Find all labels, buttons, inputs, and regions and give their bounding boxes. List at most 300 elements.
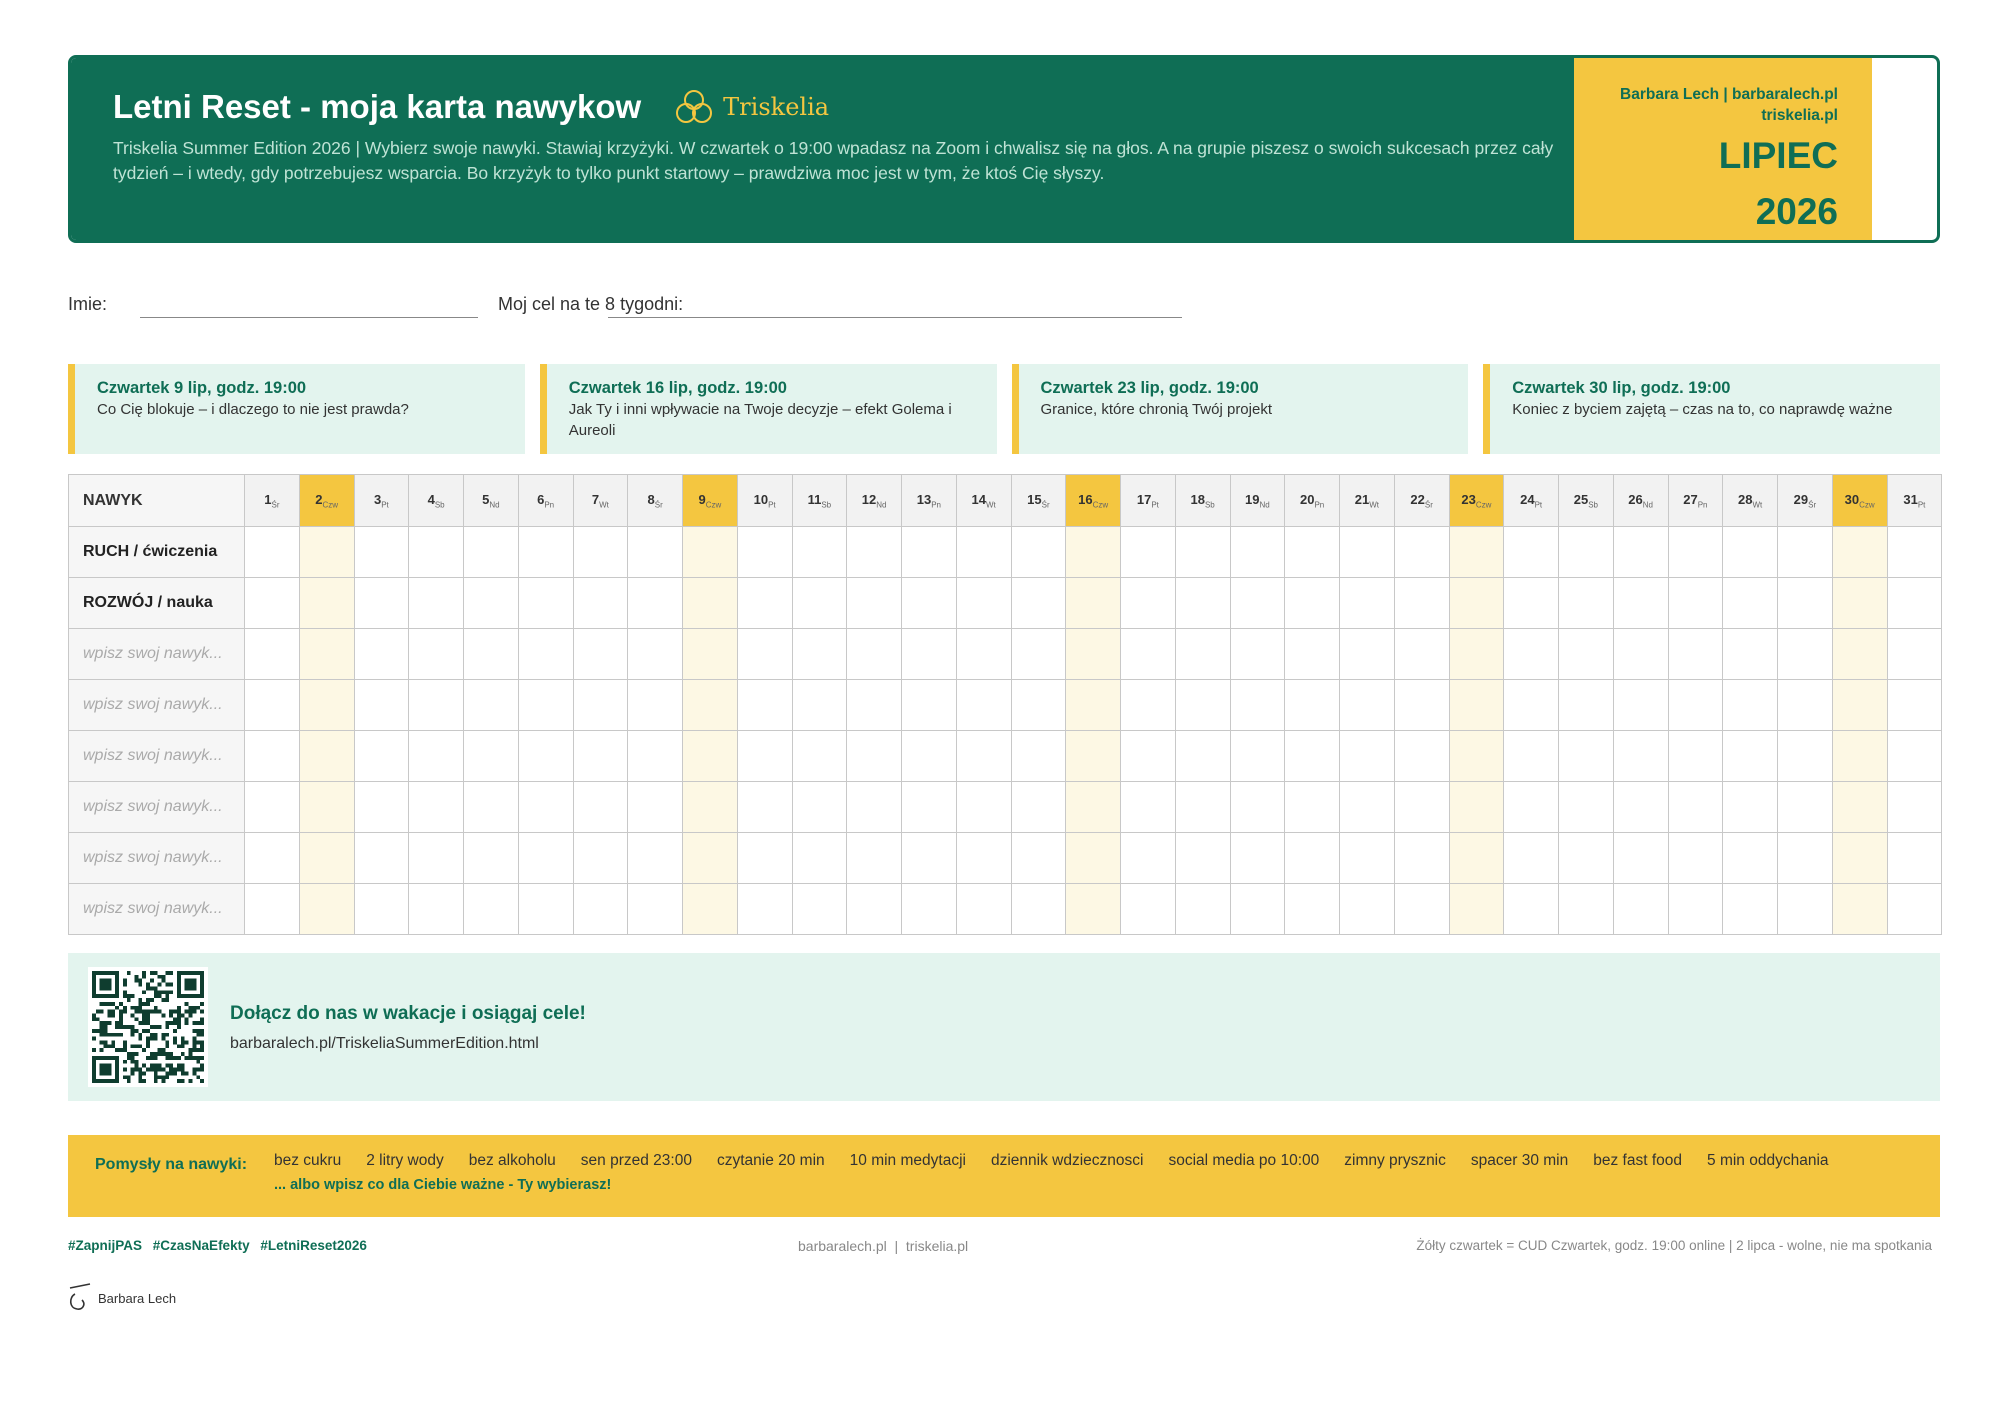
checkbox-cell[interactable] [1175, 527, 1230, 578]
checkbox-cell[interactable] [1394, 680, 1449, 731]
checkbox-cell[interactable] [902, 833, 957, 884]
checkbox-cell[interactable] [737, 680, 792, 731]
checkbox-cell[interactable] [1394, 629, 1449, 680]
checkbox-cell[interactable] [792, 629, 847, 680]
checkbox-cell[interactable] [409, 731, 464, 782]
checkbox-cell[interactable] [573, 629, 628, 680]
checkbox-cell[interactable] [1778, 629, 1833, 680]
checkbox-cell[interactable] [1175, 833, 1230, 884]
day-header [1066, 475, 1121, 527]
habit-input[interactable]: wpisz swoj nawyk... [69, 833, 245, 884]
checkbox-cell[interactable] [1175, 731, 1230, 782]
checkbox-cell[interactable] [1887, 680, 1942, 731]
checkbox-cell[interactable] [737, 782, 792, 833]
habit-input[interactable]: wpisz swoj nawyk... [69, 731, 245, 782]
checkbox-cell[interactable] [1832, 731, 1887, 782]
checkbox-cell[interactable] [1230, 731, 1285, 782]
checkbox-cell[interactable] [299, 782, 354, 833]
checkbox-cell[interactable] [683, 527, 738, 578]
checkbox-cell[interactable] [1723, 782, 1778, 833]
checkbox-cell[interactable] [956, 527, 1011, 578]
day-weekday: Pt [381, 500, 389, 510]
checkbox-cell[interactable] [1887, 578, 1942, 629]
signature [66, 1282, 176, 1314]
checkbox-cell[interactable] [1394, 578, 1449, 629]
checkbox-cell[interactable] [1449, 731, 1504, 782]
day-header [737, 475, 792, 527]
checkbox-cell[interactable] [299, 527, 354, 578]
checkbox-cell[interactable] [683, 629, 738, 680]
checkbox-cell[interactable] [683, 731, 738, 782]
checkbox-cell[interactable] [518, 629, 573, 680]
checkbox-cell[interactable] [1778, 578, 1833, 629]
checkbox-cell[interactable] [847, 884, 902, 935]
checkbox-cell[interactable] [792, 578, 847, 629]
checkbox-cell[interactable] [354, 527, 409, 578]
checkbox-cell[interactable] [518, 782, 573, 833]
checkbox-cell[interactable] [464, 527, 519, 578]
checkbox-cell[interactable] [1175, 629, 1230, 680]
checkbox-cell[interactable] [1175, 680, 1230, 731]
checkbox-cell[interactable] [299, 731, 354, 782]
checkbox-cell[interactable] [792, 527, 847, 578]
checkbox-cell[interactable] [1613, 527, 1668, 578]
checkbox-cell[interactable] [956, 731, 1011, 782]
checkbox-cell[interactable] [1559, 833, 1614, 884]
day-header [518, 475, 573, 527]
checkbox-cell[interactable] [1887, 629, 1942, 680]
checkbox-cell[interactable] [1285, 833, 1340, 884]
checkbox-cell[interactable] [1011, 884, 1066, 935]
checkbox-cell[interactable] [1066, 731, 1121, 782]
day-header [354, 475, 409, 527]
checkbox-cell[interactable] [1121, 680, 1176, 731]
checkbox-cell[interactable] [1121, 731, 1176, 782]
day-header [1778, 475, 1833, 527]
checkbox-cell[interactable] [628, 527, 683, 578]
checkbox-cell[interactable] [1340, 629, 1395, 680]
checkbox-cell[interactable] [1066, 833, 1121, 884]
checkbox-cell[interactable] [1778, 833, 1833, 884]
idea-item: spacer 30 min [1470, 1152, 1569, 1169]
checkbox-cell[interactable] [1559, 527, 1614, 578]
idea-item: sen przed 23:00 [580, 1152, 692, 1169]
habit-input[interactable]: wpisz swoj nawyk... [69, 884, 245, 935]
checkbox-cell[interactable] [1066, 578, 1121, 629]
checkbox-cell[interactable] [1011, 578, 1066, 629]
checkbox-cell[interactable] [792, 680, 847, 731]
checkbox-cell[interactable] [1723, 731, 1778, 782]
checkbox-cell[interactable] [847, 731, 902, 782]
checkbox-cell[interactable] [1832, 884, 1887, 935]
checkbox-cell[interactable] [464, 884, 519, 935]
checkbox-cell[interactable] [1285, 680, 1340, 731]
checkbox-cell[interactable] [464, 833, 519, 884]
checkbox-cell[interactable] [1668, 782, 1723, 833]
checkbox-cell[interactable] [1723, 527, 1778, 578]
checkbox-cell[interactable] [245, 578, 300, 629]
checkbox-cell[interactable] [1230, 527, 1285, 578]
checkbox-cell[interactable] [1175, 884, 1230, 935]
checkbox-cell[interactable] [573, 833, 628, 884]
checkbox-cell[interactable] [464, 578, 519, 629]
checkbox-cell[interactable] [1613, 578, 1668, 629]
checkbox-cell[interactable] [1340, 833, 1395, 884]
checkbox-cell[interactable] [1723, 833, 1778, 884]
checkbox-cell[interactable] [1613, 731, 1668, 782]
habit-input[interactable]: wpisz swoj nawyk... [69, 782, 245, 833]
checkbox-cell[interactable] [1887, 782, 1942, 833]
checkbox-cell[interactable] [1613, 680, 1668, 731]
day-weekday: Śr [654, 500, 663, 510]
day-number: 29 [1793, 491, 1809, 507]
checkbox-cell[interactable] [1285, 629, 1340, 680]
checkbox-cell[interactable] [1504, 884, 1559, 935]
checkbox-cell[interactable] [1832, 527, 1887, 578]
checkbox-cell[interactable] [245, 782, 300, 833]
checkbox-cell[interactable] [1394, 884, 1449, 935]
checkbox-cell[interactable] [1504, 527, 1559, 578]
checkbox-cell[interactable] [737, 629, 792, 680]
day-weekday: Sb [1588, 500, 1598, 510]
grid-header-row [69, 475, 1942, 527]
day-number: 24 [1520, 491, 1535, 507]
checkbox-cell[interactable] [1832, 578, 1887, 629]
checkbox-cell[interactable] [628, 833, 683, 884]
checkbox-cell[interactable] [737, 527, 792, 578]
checkbox-cell[interactable] [245, 527, 300, 578]
checkbox-cell[interactable] [847, 680, 902, 731]
checkbox-cell[interactable] [354, 731, 409, 782]
checkbox-cell[interactable] [299, 578, 354, 629]
checkbox-cell[interactable] [956, 680, 1011, 731]
session-title: Czwartek 9 lip, godz. 19:00 [97, 379, 307, 397]
checkbox-cell[interactable] [1285, 527, 1340, 578]
checkbox-cell[interactable] [956, 884, 1011, 935]
checkbox-cell[interactable] [573, 578, 628, 629]
checkbox-cell[interactable] [573, 731, 628, 782]
day-header [1723, 475, 1778, 527]
checkbox-cell[interactable] [1559, 782, 1614, 833]
checkbox-cell[interactable] [1449, 833, 1504, 884]
checkbox-cell[interactable] [299, 884, 354, 935]
checkbox-cell[interactable] [847, 629, 902, 680]
checkbox-cell[interactable] [1121, 629, 1176, 680]
checkbox-cell[interactable] [1723, 578, 1778, 629]
checkbox-cell[interactable] [1230, 578, 1285, 629]
checkbox-cell[interactable] [1066, 884, 1121, 935]
checkbox-cell[interactable] [1832, 833, 1887, 884]
checkbox-cell[interactable] [1668, 629, 1723, 680]
checkbox-cell[interactable] [573, 680, 628, 731]
checkbox-cell[interactable] [1285, 884, 1340, 935]
checkbox-cell[interactable] [683, 578, 738, 629]
checkbox-cell[interactable] [1887, 527, 1942, 578]
checkbox-cell[interactable] [1668, 527, 1723, 578]
checkbox-cell[interactable] [245, 680, 300, 731]
checkbox-cell[interactable] [902, 782, 957, 833]
day-header [1504, 475, 1559, 527]
checkbox-cell[interactable] [792, 782, 847, 833]
checkbox-cell[interactable] [1230, 884, 1285, 935]
checkbox-cell[interactable] [409, 782, 464, 833]
checkbox-cell[interactable] [1887, 731, 1942, 782]
checkbox-cell[interactable] [409, 833, 464, 884]
checkbox-cell[interactable] [1778, 731, 1833, 782]
checkbox-cell[interactable] [737, 578, 792, 629]
checkbox-cell[interactable] [299, 629, 354, 680]
name-field[interactable] [140, 316, 478, 318]
checkbox-cell[interactable] [1832, 782, 1887, 833]
day-number: 18 [1190, 491, 1205, 507]
checkbox-cell[interactable] [1230, 833, 1285, 884]
checkbox-cell[interactable] [245, 884, 300, 935]
checkbox-cell[interactable] [1394, 731, 1449, 782]
checkbox-cell[interactable] [1778, 680, 1833, 731]
checkbox-cell[interactable] [409, 680, 464, 731]
checkbox-cell[interactable] [1011, 527, 1066, 578]
checkbox-cell[interactable] [1559, 884, 1614, 935]
checkbox-cell[interactable] [1449, 782, 1504, 833]
checkbox-cell[interactable] [1449, 680, 1504, 731]
checkbox-cell[interactable] [1449, 527, 1504, 578]
checkbox-cell[interactable] [245, 629, 300, 680]
checkbox-cell[interactable] [1668, 833, 1723, 884]
checkbox-cell[interactable] [683, 833, 738, 884]
checkbox-cell[interactable] [1394, 527, 1449, 578]
checkbox-cell[interactable] [1285, 731, 1340, 782]
checkbox-cell[interactable] [1504, 680, 1559, 731]
checkbox-cell[interactable] [1066, 629, 1121, 680]
checkbox-cell[interactable] [409, 884, 464, 935]
checkbox-cell[interactable] [1230, 680, 1285, 731]
day-number: 16 [1078, 491, 1093, 507]
session-desc: Koniec z byciem zajętą – czas na to, co naprawdę ważne [1512, 401, 1893, 418]
checkbox-cell[interactable] [1613, 782, 1668, 833]
checkbox-cell[interactable] [573, 527, 628, 578]
checkbox-cell[interactable] [792, 731, 847, 782]
checkbox-cell[interactable] [1011, 629, 1066, 680]
checkbox-cell[interactable] [628, 680, 683, 731]
checkbox-cell[interactable] [1559, 578, 1614, 629]
checkbox-cell[interactable] [409, 578, 464, 629]
checkbox-cell[interactable] [1394, 833, 1449, 884]
checkbox-cell[interactable] [354, 884, 409, 935]
checkbox-cell[interactable] [518, 884, 573, 935]
day-number: 2 [315, 491, 323, 507]
checkbox-cell[interactable] [1613, 884, 1668, 935]
checkbox-cell[interactable] [1668, 731, 1723, 782]
habit-input[interactable]: wpisz swoj nawyk... [69, 629, 245, 680]
checkbox-cell[interactable] [737, 731, 792, 782]
checkbox-cell[interactable] [1832, 629, 1887, 680]
checkbox-cell[interactable] [464, 680, 519, 731]
checkbox-cell[interactable] [1011, 782, 1066, 833]
checkbox-cell[interactable] [902, 680, 957, 731]
checkbox-cell[interactable] [1449, 629, 1504, 680]
checkbox-cell[interactable] [1121, 782, 1176, 833]
checkbox-cell[interactable] [847, 527, 902, 578]
checkbox-cell[interactable] [1504, 833, 1559, 884]
habit-input[interactable]: wpisz swoj nawyk... [69, 680, 245, 731]
checkbox-cell[interactable] [792, 884, 847, 935]
checkbox-cell[interactable] [1066, 680, 1121, 731]
checkbox-cell[interactable] [847, 578, 902, 629]
day-header [1011, 475, 1066, 527]
checkbox-cell[interactable] [1559, 629, 1614, 680]
checkbox-cell[interactable] [1723, 884, 1778, 935]
checkbox-cell[interactable] [354, 629, 409, 680]
checkbox-cell[interactable] [1121, 578, 1176, 629]
checkbox-cell[interactable] [518, 527, 573, 578]
habit-row [69, 680, 1942, 731]
checkbox-cell[interactable] [1175, 782, 1230, 833]
checkbox-cell[interactable] [792, 833, 847, 884]
checkbox-cell[interactable] [1066, 527, 1121, 578]
checkbox-cell[interactable] [1285, 578, 1340, 629]
checkbox-cell[interactable] [1723, 680, 1778, 731]
header-month-panel [1574, 58, 1872, 240]
checkbox-cell[interactable] [956, 782, 1011, 833]
checkbox-cell[interactable] [1011, 833, 1066, 884]
checkbox-cell[interactable] [245, 731, 300, 782]
day-weekday: Pn [1697, 500, 1708, 510]
checkbox-cell[interactable] [902, 527, 957, 578]
day-weekday: Pt [768, 500, 776, 510]
checkbox-cell[interactable] [1449, 578, 1504, 629]
checkbox-cell[interactable] [1449, 884, 1504, 935]
checkbox-cell[interactable] [683, 884, 738, 935]
credit-line-2: triskelia.pl [1761, 107, 1838, 124]
checkbox-cell[interactable] [354, 680, 409, 731]
checkbox-cell[interactable] [464, 731, 519, 782]
checkbox-cell[interactable] [1394, 782, 1449, 833]
checkbox-cell[interactable] [628, 884, 683, 935]
checkbox-cell[interactable] [1613, 629, 1668, 680]
checkbox-cell[interactable] [409, 629, 464, 680]
goal-field[interactable] [608, 316, 1182, 318]
idea-item: bez alkoholu [468, 1152, 556, 1169]
checkbox-cell[interactable] [628, 731, 683, 782]
checkbox-cell[interactable] [1011, 680, 1066, 731]
checkbox-cell[interactable] [1340, 578, 1395, 629]
session-card [1483, 364, 1940, 454]
idea-item: 2 litry wody [366, 1152, 444, 1169]
checkbox-cell[interactable] [1504, 629, 1559, 680]
checkbox-cell[interactable] [573, 884, 628, 935]
checkbox-cell[interactable] [1613, 833, 1668, 884]
checkbox-cell[interactable] [1121, 833, 1176, 884]
day-weekday: Śr [1424, 500, 1433, 510]
checkbox-cell[interactable] [354, 782, 409, 833]
join-link[interactable]: barbaralech.pl/TriskeliaSummerEdition.html [230, 1035, 539, 1052]
checkbox-cell[interactable] [628, 578, 683, 629]
checkbox-cell[interactable] [299, 833, 354, 884]
checkbox-cell[interactable] [354, 833, 409, 884]
checkbox-cell[interactable] [1121, 527, 1176, 578]
checkbox-cell[interactable] [299, 680, 354, 731]
habit-row [69, 578, 1942, 629]
checkbox-cell[interactable] [1066, 782, 1121, 833]
checkbox-cell[interactable] [1778, 884, 1833, 935]
session-desc: Co Cię blokuje – i dlaczego to nie jest prawda? [97, 401, 409, 418]
checkbox-cell[interactable] [1340, 680, 1395, 731]
checkbox-cell[interactable] [737, 884, 792, 935]
qr-code[interactable] [88, 967, 208, 1087]
checkbox-cell[interactable] [628, 629, 683, 680]
checkbox-cell[interactable] [245, 833, 300, 884]
checkbox-cell[interactable] [956, 578, 1011, 629]
checkbox-cell[interactable] [518, 731, 573, 782]
checkbox-cell[interactable] [847, 833, 902, 884]
checkbox-cell[interactable] [464, 629, 519, 680]
checkbox-cell[interactable] [1668, 680, 1723, 731]
footer-hashtags [68, 1238, 374, 1253]
triskelia-logo [671, 84, 829, 130]
checkbox-cell[interactable] [1887, 884, 1942, 935]
checkbox-cell[interactable] [683, 680, 738, 731]
checkbox-cell[interactable] [902, 884, 957, 935]
checkbox-cell[interactable] [1832, 680, 1887, 731]
checkbox-cell[interactable] [1340, 782, 1395, 833]
checkbox-cell[interactable] [1121, 884, 1176, 935]
checkbox-cell[interactable] [1175, 578, 1230, 629]
checkbox-cell[interactable] [1230, 629, 1285, 680]
checkbox-cell[interactable] [956, 833, 1011, 884]
habit-row [69, 731, 1942, 782]
checkbox-cell[interactable] [354, 578, 409, 629]
checkbox-cell[interactable] [1504, 731, 1559, 782]
checkbox-cell[interactable] [628, 782, 683, 833]
day-weekday: Wt [1752, 500, 1763, 510]
checkbox-cell[interactable] [518, 578, 573, 629]
day-weekday: Pt [1151, 500, 1159, 510]
checkbox-cell[interactable] [1285, 782, 1340, 833]
checkbox-cell[interactable] [847, 782, 902, 833]
checkbox-cell[interactable] [409, 527, 464, 578]
checkbox-cell[interactable] [1340, 731, 1395, 782]
checkbox-cell[interactable] [1340, 884, 1395, 935]
day-number: 9 [698, 491, 706, 507]
checkbox-cell[interactable] [464, 782, 519, 833]
checkbox-cell[interactable] [902, 629, 957, 680]
checkbox-cell[interactable] [1559, 731, 1614, 782]
day-number: 13 [916, 491, 932, 507]
checkbox-cell[interactable] [1887, 833, 1942, 884]
checkbox-cell[interactable] [1778, 782, 1833, 833]
checkbox-cell[interactable] [1778, 527, 1833, 578]
checkbox-cell[interactable] [956, 629, 1011, 680]
checkbox-cell[interactable] [1559, 680, 1614, 731]
checkbox-cell[interactable] [1340, 527, 1395, 578]
checkbox-cell[interactable] [518, 680, 573, 731]
checkbox-cell[interactable] [518, 833, 573, 884]
checkbox-cell[interactable] [683, 782, 738, 833]
idea-item: social media po 10:00 [1168, 1152, 1320, 1169]
checkbox-cell[interactable] [1011, 731, 1066, 782]
footer-legend: Żółty czwartek = CUD Czwartek, godz. 19:00 online | 2 lipca - wolne, nie ma spotkania [1416, 1238, 1932, 1253]
checkbox-cell[interactable] [1668, 578, 1723, 629]
checkbox-cell[interactable] [737, 833, 792, 884]
checkbox-cell[interactable] [902, 731, 957, 782]
checkbox-cell[interactable] [1230, 782, 1285, 833]
checkbox-cell[interactable] [1504, 782, 1559, 833]
checkbox-cell[interactable] [573, 782, 628, 833]
checkbox-cell[interactable] [1668, 884, 1723, 935]
checkbox-cell[interactable] [1504, 578, 1559, 629]
checkbox-cell[interactable] [1723, 629, 1778, 680]
checkbox-cell[interactable] [902, 578, 957, 629]
